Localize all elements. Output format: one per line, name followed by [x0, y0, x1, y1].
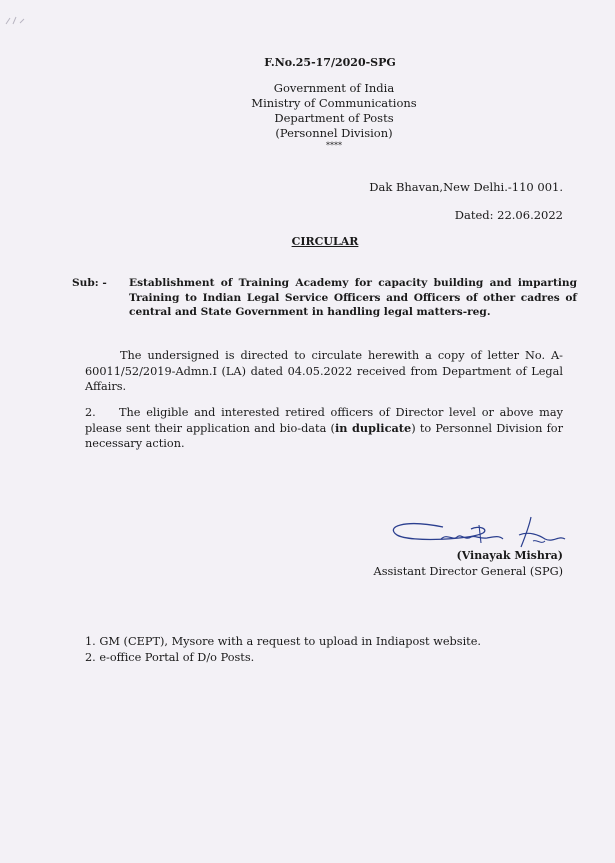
signer-designation: Assistant Director General (SPG)	[373, 565, 563, 578]
office-address: Dak Bhavan,New Delhi.-110 001.	[369, 180, 563, 194]
letterhead-stars: ****	[326, 141, 342, 150]
file-number: F.No.25-17/2020-SPG	[264, 56, 396, 69]
signature-icon	[383, 505, 573, 555]
letterhead-department: Department of Posts	[274, 111, 394, 125]
paragraph-2-text-after: ) to Personnel Division for necessary action.	[85, 421, 563, 450]
paragraph-2-number: 2.	[85, 406, 96, 419]
letterhead	[0, 81, 615, 150]
copy-to-list	[85, 634, 481, 665]
letterhead-division: (Personnel Division)	[275, 126, 393, 140]
date-line: Dated: 22.06.2022	[454, 208, 563, 222]
signer-name: (Vinayak Mishra)	[456, 549, 563, 562]
paragraph-2-text-before: The eligible and interested retired officers of Director level or above may please sent their application and bio-data (	[85, 406, 563, 435]
letterhead-government: Government of India	[273, 81, 395, 95]
list-item: 1. GM (CEPT), Mysore with a request to upload in Indiapost website.	[85, 635, 482, 648]
subject-label: Sub: -	[72, 277, 107, 289]
paragraph-2-bold: in duplicate	[334, 420, 412, 435]
document-title: CIRCULAR	[291, 235, 359, 248]
paragraph-1: The undersigned is directed to circulate herewith a copy of letter No. A-60011/52/2019-Admn.I (LA) dated 04.05.2022 received from Department of Legal Affairs.	[85, 349, 563, 393]
subject-block	[72, 276, 577, 320]
subject-text: Establishment of Training Academy for capacity building and imparting Training to Indian Legal Service Officers and Officers of other cadres of central and State Government in handling legal matters-reg.	[129, 277, 577, 318]
paragraph-2	[85, 405, 563, 452]
list-item: 2. e-office Portal of D/o Posts.	[85, 650, 255, 664]
letterhead-ministry: Ministry of Communications	[251, 96, 417, 110]
scan-mark-icon	[4, 14, 28, 28]
